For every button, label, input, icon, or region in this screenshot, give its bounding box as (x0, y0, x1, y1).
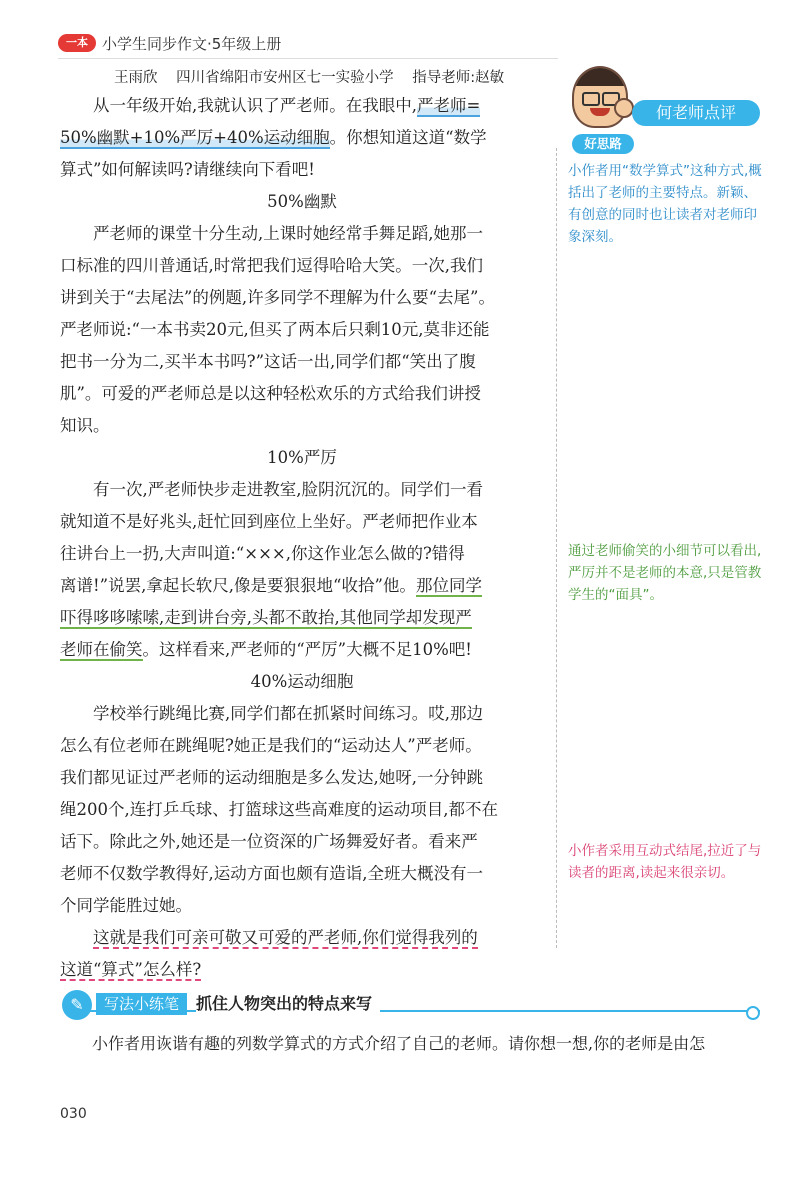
ending-highlight: 这就是我们可亲可敬又可爱的严老师,你们觉得我列的 (93, 928, 478, 947)
essay-line: 离谱!”说罢,拿起长软尺,像是要狠狠地“收拾”他。那位同学 (60, 576, 482, 595)
school-name: 四川省绵阳市安州区七一实验小学 (176, 70, 394, 86)
essay-line: 从一年级开始,我就认识了严老师。在我眼中,严老师= (93, 96, 481, 115)
section-heading-humor: 50%幽默 (267, 192, 337, 211)
essay-line: 话下。除此之外,她还是一位资深的广场舞爱好者。看来严 (60, 832, 478, 851)
practice-label: 写法小练笔 (96, 993, 187, 1015)
margin-divider (556, 148, 557, 948)
page-number: 030 (60, 1106, 87, 1122)
essay-line: 知识。 (60, 416, 110, 435)
section-heading-strict: 10%严厉 (267, 448, 337, 467)
essay-line: 往讲台上一扔,大声叫道:“×××,你这作业怎么做的?错得 (60, 544, 465, 563)
practice-text: 小作者用诙谐有趣的列数学算式的方式介绍了自己的老师。请你想一想,你的老师是由怎 (92, 1034, 706, 1053)
good-idea-tag: 好思路 (572, 134, 634, 154)
thumbs-up-icon (614, 98, 634, 118)
author-name: 王雨欣 (114, 70, 158, 86)
essay-line: 学校举行跳绳比赛,同学们都在抓紧时间练习。哎,那边 (93, 704, 483, 723)
practice-title: 抓住人物突出的特点来写 (196, 993, 380, 1015)
header-rule (58, 58, 558, 59)
formula-highlight: 50%幽默+10%严厉+40%运动细胞 (60, 128, 330, 147)
comment-note: 小作者用“数学算式”这种方式,概括出了老师的主要特点。新颖、有创意的同时也让读者对老师印象深刻。 (568, 163, 762, 245)
essay-line (60, 954, 544, 986)
essay-line: 老师不仅数学教得好,运动方面也颇有造诣,全班大概没有一 (60, 864, 483, 883)
essay-line: 严老师说:“一本书卖20元,但买了两本后只剩10元,莫非还能 (60, 320, 490, 339)
advisor-name: 指导老师:赵敏 (412, 70, 505, 86)
pencil-icon: ✎ (62, 990, 92, 1020)
book-title: 小学生同步作文·5年级上册 (102, 35, 282, 53)
detail-highlight: 吓得哆哆嗦嗦,走到讲台旁,头都不敢抬,其他同学却发现严 (60, 608, 472, 627)
essay-line (60, 922, 544, 954)
byline (114, 66, 518, 87)
essay-line (60, 602, 544, 634)
detail-highlight: 老师在偷笑 (60, 640, 143, 659)
series-badge: 一本 (58, 34, 96, 52)
ending-highlight: 这道“算式”怎么样? (60, 960, 202, 979)
comment-note: 小作者采用互动式结尾,拉近了与读者的距离,读起来很亲切。 (568, 843, 762, 881)
essay-line: 我们都见证过严老师的运动细胞是多么发达,她呀,一分钟跳 (60, 768, 483, 787)
teacher-avatar-icon (572, 66, 628, 128)
essay-line: 老师在偷笑。这样看来,严老师的“严厉”大概不足10%吧! (60, 640, 472, 659)
essay-line: 有一次,严老师快步走进教室,脸阴沉沉的。同学们一看 (93, 480, 483, 499)
comment-note: 通过老师偷笑的小细节可以看出,严厉并不是老师的本意,只是管教学生的“面具”。 (568, 543, 762, 603)
section-heading-sports: 40%运动细胞 (250, 672, 354, 691)
essay-line: 怎么有位老师在跳绳呢?她正是我们的“运动达人”严老师。 (60, 736, 482, 755)
essay-line: 口标准的四川普通话,时常把我们逗得哈哈大笑。一次,我们 (60, 256, 483, 275)
essay-line: 讲到关于“去尾法”的例题,许多同学不理解为什么要“去尾”。 (60, 288, 495, 307)
formula-highlight: 严老师= (417, 96, 481, 115)
essay-line: 绳200个,连打乒乓球、打篮球这些高难度的运动项目,都不在 (60, 800, 498, 819)
essay-line: 算式”如何解读吗?请继续向下看吧! (60, 160, 315, 179)
essay-line: 就知道不是好兆头,赶忙回到座位上坐好。严老师把作业本 (60, 512, 478, 531)
detail-highlight: 那位同学 (415, 576, 482, 595)
essay-body (60, 90, 544, 986)
essay-line: 把书一分为二,买半本书吗?”这话一出,同学们都“笑出了腹 (60, 352, 476, 371)
essay-line: 肌”。可爱的严老师总是以这种轻松欢乐的方式给我们讲授 (60, 384, 481, 403)
essay-line: 50%幽默+10%严厉+40%运动细胞。你想知道这道“数学 (60, 128, 487, 147)
essay-line: 个同学能胜过她。 (60, 896, 192, 915)
essay-line: 严老师的课堂十分生动,上课时她经常手舞足蹈,她那一 (93, 224, 483, 243)
comment-panel-title: 何老师点评 (632, 100, 760, 126)
